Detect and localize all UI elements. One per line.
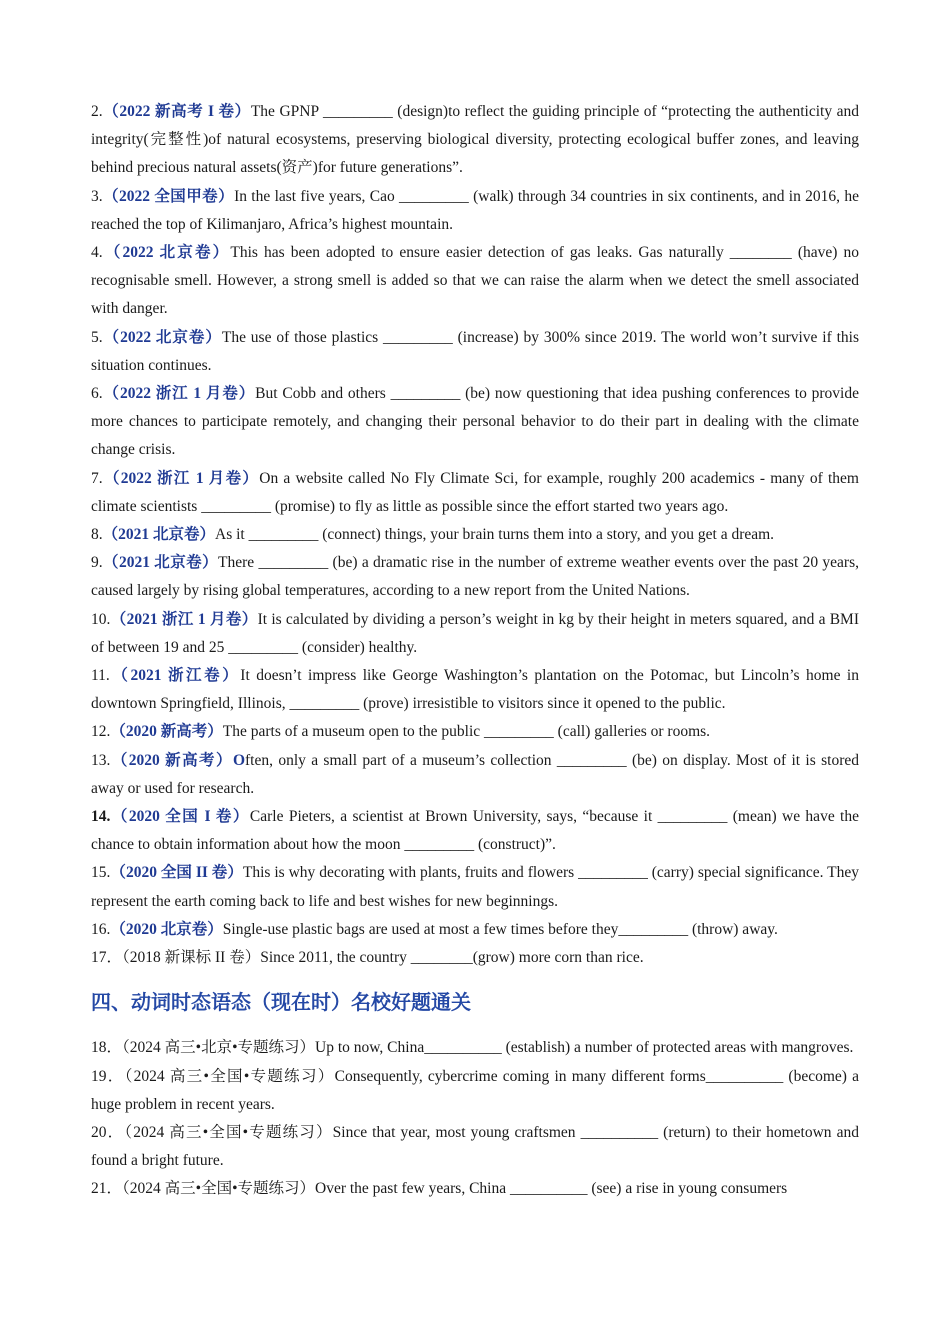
question-text: As it _________ (connect) things, your brain turns them into a story, and you get a dream. [215,526,775,544]
question-number: 21． [91,1180,123,1198]
question-number: 17． [91,949,123,967]
question-text: Carle Pieters, a scientist at Brown University, says, “because it _________ (mean) we have the chance to obtain information about how the moon _________ (construct)”. [91,808,859,854]
question-number: 9. [91,554,103,572]
question-text: The use of those plastics _________ (increase) by 300% since 2019. The world won’t survive if this situation continues. [91,328,859,374]
question-number: 7. [91,469,103,487]
question-4 [91,239,859,324]
exercise-page [91,98,859,1204]
question-19 [91,1063,859,1119]
question-number: 4. [91,244,103,262]
question-15 [91,859,859,915]
question-text: In the last five years, Cao _________ (walk) through 34 countries in six continents, and in 2016, he reached the top of Kilimanjaro, Africa’s highest mountain. [91,187,859,233]
question-9 [91,549,859,605]
question-number: 18． [91,1039,123,1057]
question-source: （2022 浙江 1 月卷） [102,469,260,487]
question-2 [91,98,859,183]
question-18 [91,1034,859,1062]
question-number: 5. [91,328,103,346]
question-6 [91,380,859,465]
question-text: Over the past few years, China __________ (see) a rise in young consumers [315,1180,788,1198]
question-14 [91,803,859,859]
question-source: （2020 全国 II 卷） [110,864,243,882]
question-source: （2022 北京卷） [102,244,231,262]
question-number: 14. [91,808,111,826]
question-source: （2021 浙江 1 月卷） [110,610,258,628]
question-number: 2. [91,103,103,120]
question-7 [91,465,859,521]
question-text: Since that year, most young craftsmen __________ (return) to their hometown and found a bright future. [91,1123,859,1170]
question-12 [91,718,859,746]
question-text: The GPNP _________ (design)to reflect the guiding principle of “protecting the authenticity and integrity(完整性)of natural ecosystems, preserving biological diversity, protecting ecological buffer zones, and leaving behind precious natural assets(资产)for future generations”. [91,103,859,177]
question-number: 19． [91,1067,125,1085]
question-3 [91,183,859,239]
question-number: 12. [91,723,111,741]
question-5 [91,324,859,380]
question-text: ften, only a small part of a museum’s collection _________ (be) on display. Most of it is stored away or used for research. [91,751,859,797]
question-source: （2021 北京卷） [102,526,216,544]
question-source: （2024 高三•全国•专题练习） [122,1180,315,1198]
question-text: But Cobb and others _________ (be) now questioning that idea pushing conferences to provide more chances to participate remotely, and changing their personal behavior to do their part in dealing with the climate change crisis. [91,385,859,459]
question-11 [91,662,859,718]
question-16 [91,916,859,944]
question-number: 11. [91,667,110,685]
question-number: 20． [91,1123,125,1141]
question-text: Up to now, China__________ (establish) a number of protected areas with mangroves. [315,1039,854,1057]
question-text: On a website called No Fly Climate Sci, for example, roughly 200 academics - many of them climate scientists _________ (promise) to fly as little as possible since the effort started two years ago. [91,469,859,515]
question-number: 13. [91,751,111,769]
question-text: Consequently, cybercrime coming in many different forms__________ (become) a huge problem in recent years. [91,1067,860,1113]
question-source: （2020 新高考） [110,723,223,741]
question-number: 10. [91,610,111,628]
question-10 [91,606,859,662]
question-source: （2020 北京卷） [110,920,223,938]
question-source: （2024 高三•全国•专题练习） [124,1067,335,1085]
question-number: 16. [91,920,111,938]
question-source: （2021 北京卷） [102,554,219,572]
question-text: It is calculated by dividing a person’s weight in kg by their height in meters squared, and a BMI of between 19 and 25 _________ (consider) healthy. [91,610,859,656]
question-source: （2022 全国甲卷） [102,187,235,205]
question-text: It doesn’t impress like George Washington’s plantation on the Potomac, but Lincoln’s home in downtown Springfield, Illinois, _________ (prove) irresistible to visitors since it opened to the public. [91,667,859,713]
question-source: （2021 浙江卷） [109,667,241,685]
question-17 [91,944,859,972]
question-number: 15. [91,864,111,882]
question-text: This is why decorating with plants, fruits and flowers _________ (carry) special significance. They represent the earth coming back to life and best wishes for new beginnings. [91,864,859,910]
question-20 [91,1119,859,1175]
question-source: （2020 全国 I 卷） [110,808,250,826]
question-number: 6. [91,385,103,403]
question-source: （2022 新高考 I 卷） [102,103,251,120]
question-text: There _________ (be) a dramatic rise in the number of extreme weather events over the past 20 years, caused largely by rising global temperatures, according to a new report from the United Nations. [91,554,859,600]
question-source: （2020 新高考）O [110,751,246,769]
question-21 [91,1175,859,1203]
question-source: （2022 浙江 1 月卷） [102,385,256,403]
question-text: Since 2011, the country ________(grow) more corn than rice. [260,949,644,967]
question-source: （2024 高三•北京•专题练习） [122,1039,315,1057]
question-number: 8. [91,526,103,544]
question-source: （2018 新课标 II 卷） [122,949,261,967]
question-8 [91,521,859,549]
question-source: （2022 北京卷） [102,328,222,346]
question-number: 3. [91,187,103,205]
question-text: The parts of a museum open to the public _________ (call) galleries or rooms. [222,723,711,741]
question-text: Single-use plastic bags are used at most a few times before they_________ (throw) away. [222,920,778,938]
section-heading: 四、动词时态语态（现在时）名校好题通关 [91,990,471,1015]
question-source: （2024 高三•全国•专题练习） [124,1123,333,1141]
question-13 [91,747,859,803]
question-text: This has been adopted to ensure easier detection of gas leaks. Gas naturally ________ (have) no recognisable smell. However, a strong smell is added so that we can raise the alarm when we detect the smell associated with danger. [91,244,859,318]
